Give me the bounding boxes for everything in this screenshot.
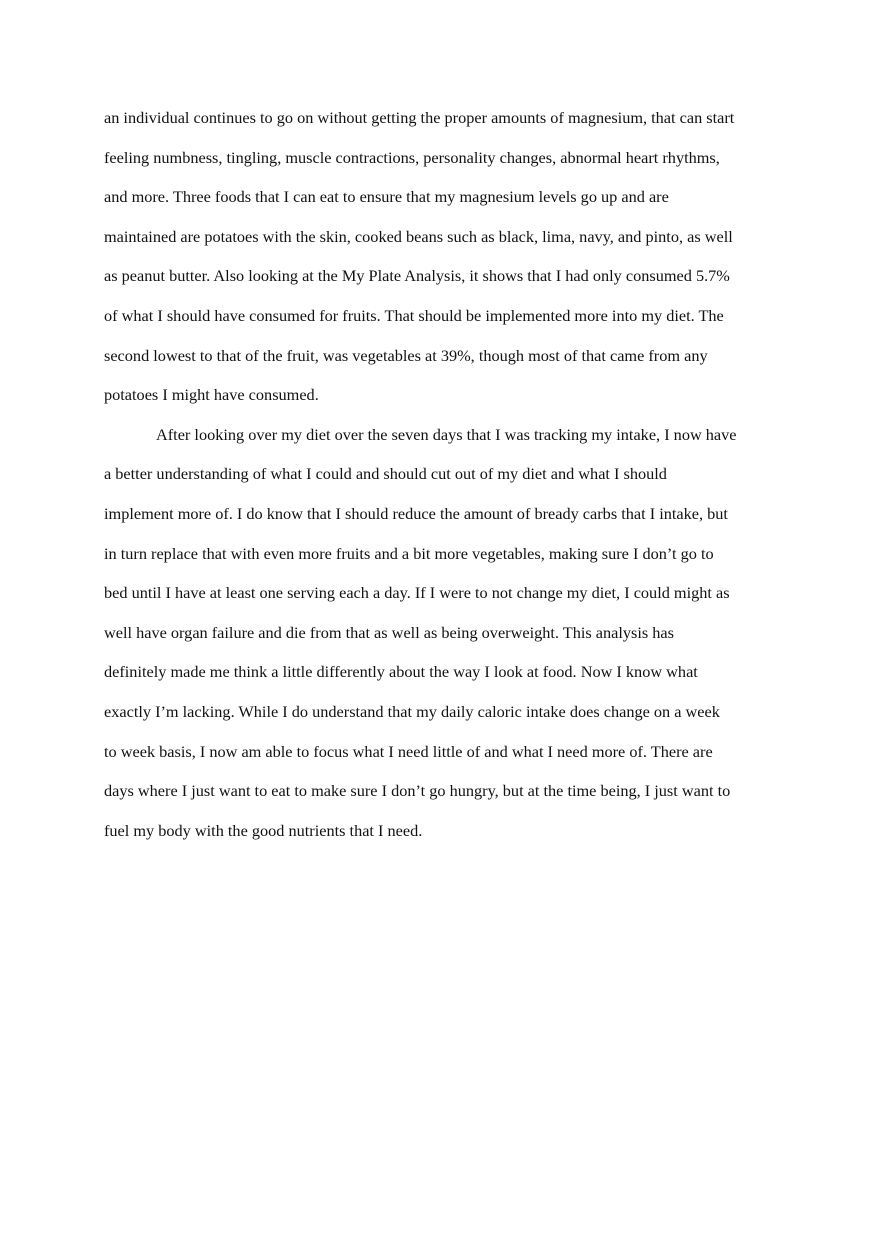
text-line: potatoes I might have consumed. — [104, 385, 319, 405]
text-line: well have organ failure and die from that as well as being overweight. This analysis has — [104, 622, 674, 642]
text-line: as peanut butter. Also looking at the My Plate Analysis, it shows that I had only consumed 5.7% — [104, 266, 730, 286]
text-line: bed until I have at least one serving each a day. If I were to not change my diet, I could might as — [104, 583, 730, 603]
text-line: exactly I’m lacking. While I do understand that my daily caloric intake does change on a week — [104, 701, 720, 721]
body-text — [104, 98, 776, 850]
text-line: to week basis, I now am able to focus what I need little of and what I need more of. There are — [104, 741, 713, 761]
text-line: in turn replace that with even more fruits and a bit more vegetables, making sure I don’t go to — [104, 543, 714, 563]
text-line: feeling numbness, tingling, muscle contractions, personality changes, abnormal heart rhythms, — [104, 147, 720, 167]
text-line: days where I just want to eat to make sure I don’t go hungry, but at the time being, I just want to — [104, 781, 731, 801]
text-line: fuel my body with the good nutrients that I need. — [104, 820, 423, 840]
text-line: definitely made me think a little differently about the way I look at food. Now I know what — [104, 662, 698, 682]
text-line: an individual continues to go on without getting the proper amounts of magnesium, that can start — [104, 108, 735, 127]
paragraph-1 — [104, 98, 776, 415]
text-line: a better understanding of what I could and should cut out of my diet and what I should — [104, 464, 667, 484]
text-line: After looking over my diet over the seven days that I was tracking my intake, I now have — [156, 424, 737, 444]
text-line: maintained are potatoes with the skin, cooked beans such as black, lima, navy, and pinto, as well — [104, 226, 733, 246]
text-line: of what I should have consumed for fruits. That should be implemented more into my diet. The — [104, 305, 724, 325]
text-line: and more. Three foods that I can eat to ensure that my magnesium levels go up and are — [104, 187, 669, 207]
text-line: second lowest to that of the fruit, was vegetables at 39%, though most of that came from any — [104, 345, 708, 365]
paragraph-2 — [104, 415, 776, 851]
text-line: implement more of. I do know that I should reduce the amount of bready carbs that I intake, but — [104, 503, 728, 523]
